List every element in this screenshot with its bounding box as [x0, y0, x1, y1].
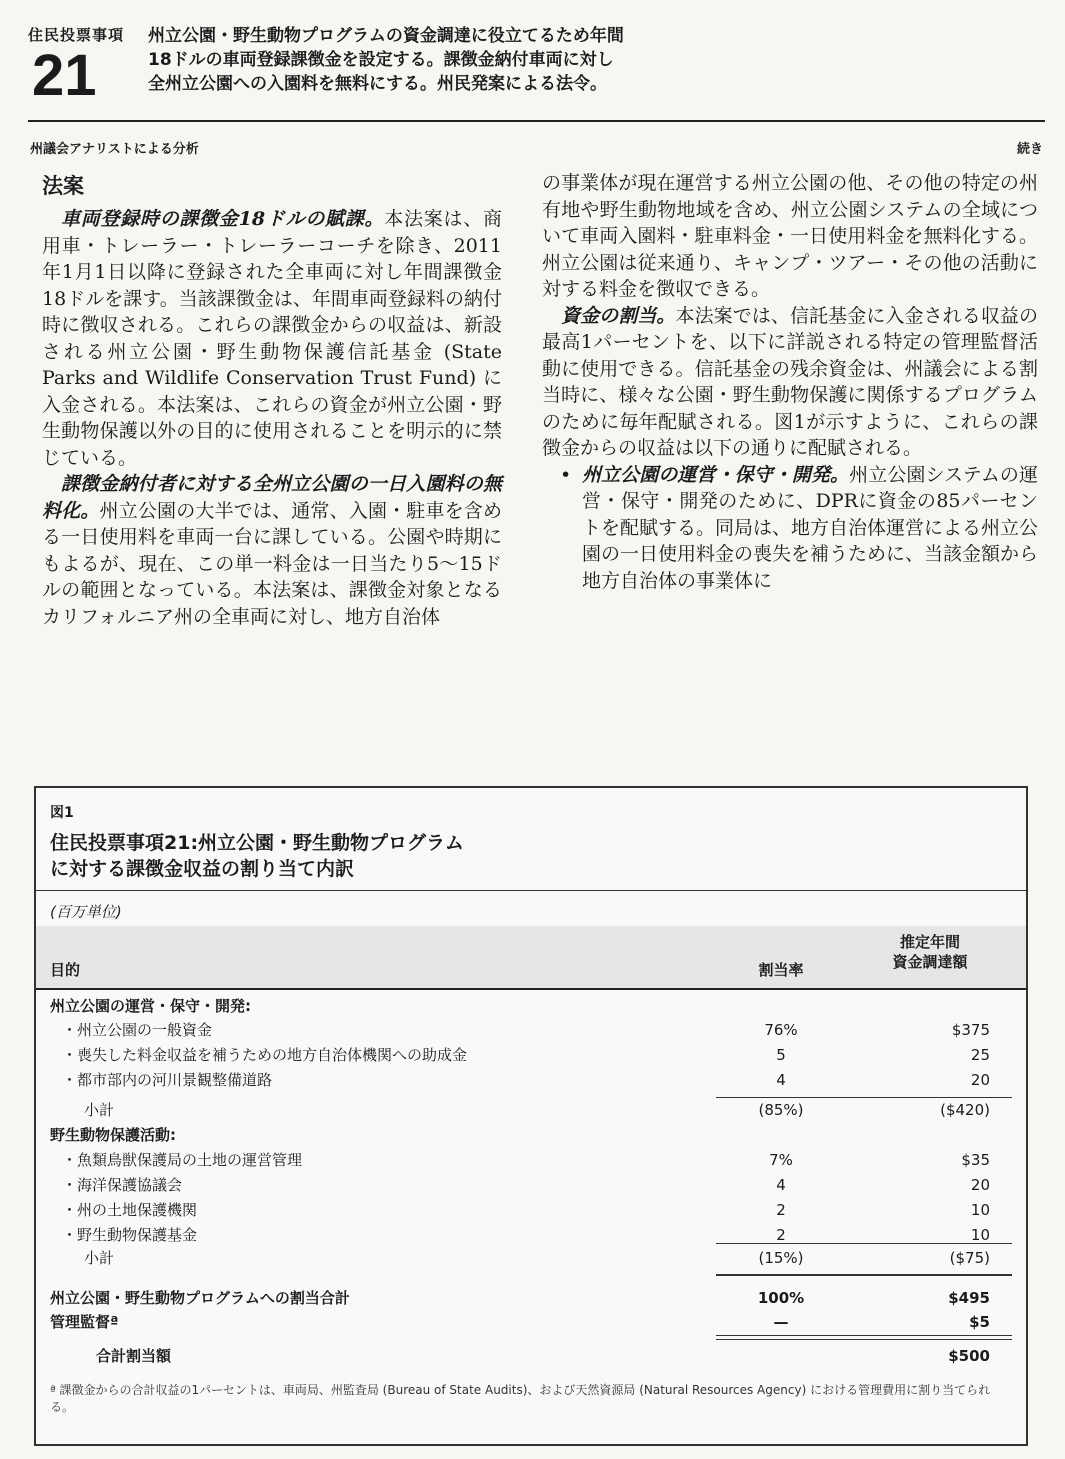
row-label: 小計 [84, 1249, 115, 1267]
row-label: ・魚類鳥獣保護局の土地の運営管理 [62, 1151, 303, 1169]
figure-footnote: ª 課徴金からの合計収益の1パーセントは、車両局、州監査局 (Bureau of State Audits)、および天然資源局 (Natural Resources Agency) における管理費用に割り当てられる。 [50, 1383, 991, 1414]
column-header-amount [870, 932, 990, 972]
figure-title-line: 住民投票事項21:州立公園・野生動物プログラム [50, 832, 464, 854]
row-label: 州立公園の運営・保守・開発: [50, 997, 251, 1015]
row-rate: 76% [764, 1021, 798, 1039]
row-amount: 20 [970, 1071, 990, 1089]
figure-title-line: に対する課徴金収益の割り当て内訳 [50, 858, 355, 880]
bullet-text: 州立公園システムの運営・保守・開発のために、DPRに資金の85パーセントを配賦する。同局は、地方自治体運営による州立公園の一日使用料金の喪失を補うために、当該金額から地方自治体の事業体に [582, 463, 1039, 592]
section-heading: 法案 [42, 175, 84, 198]
grand-total-rule [716, 1339, 1012, 1340]
row-rate: 4 [776, 1176, 786, 1194]
row-label: ・州立公園の一般資金 [62, 1021, 213, 1039]
row-label: ・喪失した料金収益を補うための地方自治体機関への助成金 [62, 1046, 468, 1064]
table-row [36, 1173, 1026, 1197]
figure-units: (百万単位) [50, 903, 122, 921]
analyst-heading: 州議会アナリストによる分析 [30, 142, 199, 157]
row-rate: (15%) [758, 1249, 804, 1267]
row-label: 州立公園・野生動物プログラムへの割当合計 [50, 1289, 350, 1307]
bullet-marker: • [560, 463, 572, 486]
row-amount: 20 [970, 1176, 990, 1194]
row-label: 合計割当額 [96, 1347, 172, 1365]
figure-title [50, 830, 650, 882]
row-amount: ($420) [940, 1101, 990, 1119]
table-row [36, 994, 1026, 1018]
proposition-title-line: 18ドルの車両登録課徴金を設定する。課徴金納付車両に対し [148, 50, 614, 70]
subtotal-rule [716, 1097, 1012, 1098]
table-row [36, 1198, 1026, 1222]
row-amount: $5 [969, 1313, 990, 1331]
row-label: ・都市部内の河川景観整備道路 [62, 1071, 273, 1089]
figure-1 [34, 786, 1028, 1446]
row-amount: $375 [951, 1021, 990, 1039]
proposition-number: 21 [32, 43, 97, 108]
subtotal-rule [716, 1243, 1012, 1244]
paragraph [542, 303, 1038, 462]
row-label: ・野生動物保護基金 [62, 1226, 198, 1244]
table-row [36, 1043, 1026, 1067]
table-row [36, 1018, 1026, 1042]
table-row [36, 1286, 1026, 1310]
table-row [36, 1098, 1026, 1122]
proposition-title-line: 全州立公園への入園料を無料にする。州民発案による法令。 [148, 74, 607, 94]
proposition-title-line: 州立公園・野生動物プログラムの資金調達に役立てるため年間 [148, 26, 624, 46]
paragraph [542, 170, 1038, 303]
row-label: 野生動物保護活動: [50, 1126, 176, 1144]
row-label: 管理監督ª [50, 1313, 119, 1331]
paragraph [42, 471, 502, 630]
row-rate: (85%) [758, 1101, 804, 1119]
grand-total-rule [716, 1335, 1012, 1336]
bullet-item [542, 462, 1038, 595]
table-row [36, 1148, 1026, 1172]
paragraph-text: 本法案では、信託基金に入金される収益の最高1パーセントを、以下に詳説される特定の管理監督活動に使用できる。信託基金の残余資金は、州議会による割当時に、様々な公園・野生動物保護に関係するプログラムのために毎年配賦される。図1が示すように、これらの課徴金からの収益は以下の通りに配賦される。 [542, 304, 1038, 459]
column-header-purpose: 目的 [50, 961, 81, 979]
row-amount: 10 [970, 1201, 990, 1219]
proposition-header [28, 14, 1048, 114]
paragraph-text: 本法案は、商用車・トレーラー・トレーラーコーチを除き、2011年1月1日以降に登録された全車両に対し年間課徴金18ドルを課す。当該課徴金は、年間車両登録料の納付時に徴収される。これらの課徴金からの収益は、新設される州立公園・野生動物保護信託基金 (State Parks and Wildlife Conservation Trust Fund) に入金される。本法案は、これらの資金が州立公園・野生動物保護以外の目的に使用されることを明示的に禁じている。 [42, 208, 502, 469]
row-amount: $35 [961, 1151, 990, 1169]
row-rate: 2 [776, 1226, 786, 1244]
bullet-lead: 州立公園の運営・保守・開発。 [582, 463, 850, 486]
row-label: ・州の土地保護機関 [62, 1201, 198, 1219]
proposition-title [148, 24, 788, 96]
column-header-amount-line: 資金調達額 [892, 953, 968, 971]
row-label: ・海洋保護協議会 [62, 1176, 183, 1194]
table-row [36, 1310, 1026, 1334]
paragraph-lead: 資金の割当。 [561, 304, 676, 327]
table-header-rule [36, 988, 1026, 990]
continued-label: 続き [1016, 142, 1043, 157]
row-amount: ($75) [949, 1249, 990, 1267]
figure-label: 図1 [50, 805, 74, 821]
column-header-rate: 割当率 [758, 961, 804, 979]
table-row [36, 1246, 1026, 1270]
paragraph-text: 州立公園の大半では、通常、入園・駐車を含める一日使用料を車両一台に課している。公園や時期にもよるが、現在、この単一料金は一日当たり5〜15ドルの範囲となっている。本法案は、課徴金対象となるカリフォルニア州の全車両に対し、地方自治体 [42, 499, 502, 628]
table-row [36, 1123, 1026, 1147]
body-column-right [542, 170, 1038, 594]
table-row [36, 1068, 1026, 1092]
column-header-amount-line: 推定年間 [899, 933, 960, 951]
header-rule [28, 120, 1045, 122]
paragraph-lead: 車両登録時の課徴金18ドルの賦課。 [61, 208, 385, 230]
row-rate: 5 [776, 1046, 786, 1064]
row-rate: 4 [776, 1071, 786, 1089]
body-column-left [42, 206, 502, 630]
total-rule [716, 1274, 1012, 1276]
paragraph-lead: 課徴金納付者に対する全州立公園の一日入園料の無料化。 [42, 473, 502, 522]
row-rate: 7% [769, 1151, 793, 1169]
figure-title-rule [36, 890, 1026, 891]
row-label: 小計 [84, 1101, 115, 1119]
row-amount: $500 [948, 1347, 990, 1365]
row-amount: $495 [948, 1289, 990, 1307]
paragraph [42, 206, 502, 471]
row-rate: 100% [757, 1289, 805, 1307]
row-amount: 10 [970, 1226, 990, 1244]
table-row [36, 1344, 1026, 1368]
row-rate: — [773, 1313, 789, 1331]
proposition-label: 住民投票事項 [28, 26, 125, 44]
row-amount: 25 [970, 1046, 990, 1064]
row-rate: 2 [776, 1201, 786, 1219]
paragraph-text: の事業体が現在運営する州立公園の他、その他の特定の州有地や野生動物地域を含め、州立公園システムの全域について車両入園料・駐車料金・一日使用料金を無料化する。州立公園は従来通り、キャンプ・ツアー・その他の活動に対する料金を徴収できる。 [542, 172, 1038, 300]
